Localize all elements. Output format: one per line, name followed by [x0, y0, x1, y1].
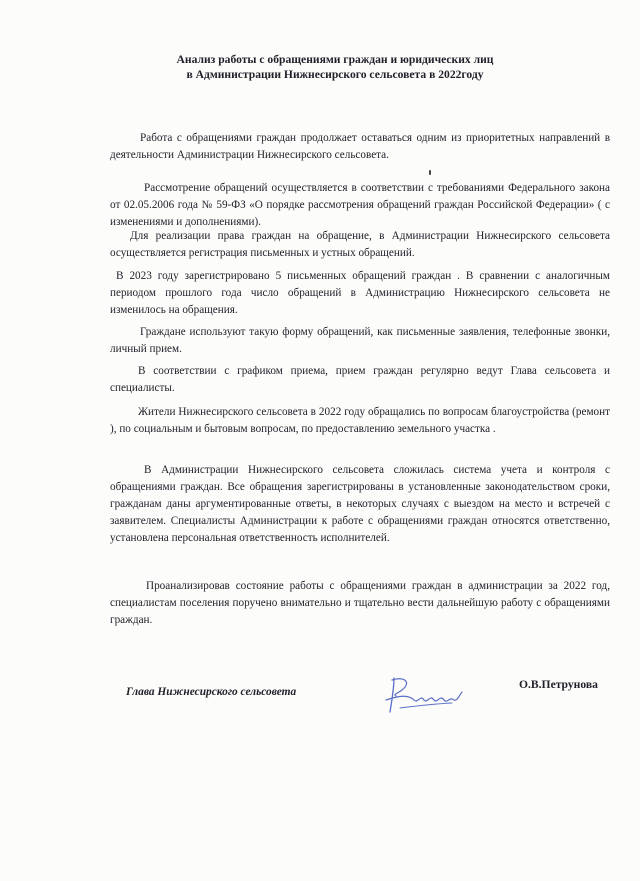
paragraph-forms: Граждане используют такую форму обращений, как письменные заявления, телефонные звонки, личный прием. — [110, 326, 610, 355]
title-line-2: в Администрации Нижнесирского сельсовета в 2022году — [186, 68, 484, 81]
paragraph-topics: Жители Нижнесирского сельсовета в 2022 году обращались по вопросам благоустройства (ремонт ), по социальным и бытовым вопросам, по предоставлению земельного участка . — [110, 406, 610, 435]
paragraph-registration: Для реализации права граждан на обращение, в Администрации Нижнесирского сельсовета осуществляется регистрация письменных и устных обращений. — [110, 230, 610, 259]
paragraph-control-system: В Администрации Нижнесирского сельсовета сложилась система учета и контроля с обращениями граждан. Все обращения зарегистрированы в установленные законодательством сроки, гражданам даны аргументированные ответы, в некоторых случаях с выездом на место и встречей с заявителем. Специалисты Администрации к работе с обращениями граждан относятся ответственно, установлена персональная ответственность исполнителей. — [110, 464, 610, 544]
handwritten-signature — [380, 670, 465, 718]
title-line-1: Анализ работы с обращениями граждан и юридических лиц — [176, 53, 494, 66]
signatory-position: Глава Нижнесирского сельсовета — [126, 686, 297, 698]
paragraph-conclusion: Проанализировав состояние работы с обращениями граждан в администрации за 2022 год, специалистам поселения поручено внимательно и тщательно вести дальнейшую работу с обращениями граждан. — [110, 580, 610, 626]
document-title — [150, 52, 520, 82]
signatory-name: О.В.Петрунова — [519, 678, 598, 691]
scan-speck — [429, 170, 431, 175]
paragraph-statistics: В 2023 году зарегистрировано 5 письменных обращений граждан . В сравнении с аналогичным периодом прошлого года число обращений в Администрацию Нижнесирского сельсовета не изменилось на обращения. — [110, 270, 610, 316]
paragraph-law: Рассмотрение обращений осуществляется в соответствии с требованиями Федерального закона от 02.05.2006 года № 59-ФЗ «О порядке рассмотрения обращений граждан Российской Федерации» ( с изменениями и дополнениями). — [110, 182, 610, 228]
paragraph-priority: Работа с обращениями граждан продолжает оставаться одним из приоритетных направлений в деятельности Администрации Нижнесирского сельсовета. — [110, 132, 610, 161]
paragraph-schedule: В соответствии с графиком приема, прием граждан регулярно ведут Глава сельсовета и специалисты. — [110, 365, 610, 394]
